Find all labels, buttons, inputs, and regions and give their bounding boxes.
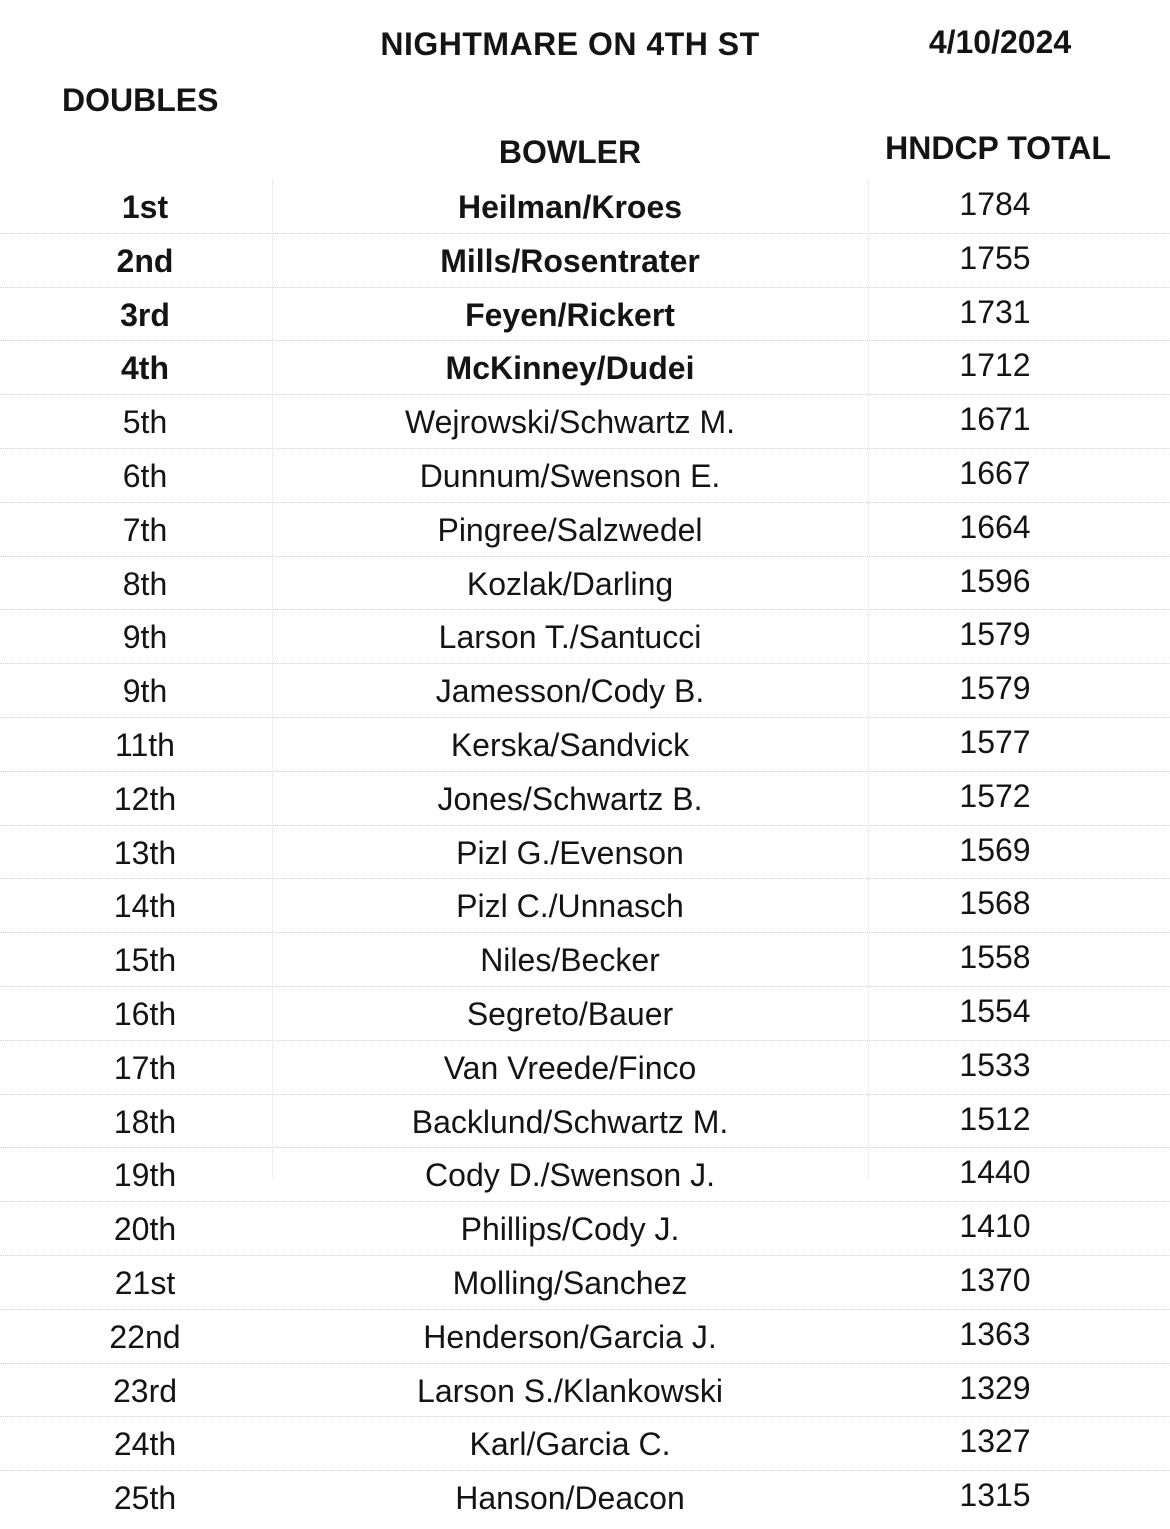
table-row <box>0 1041 1170 1095</box>
bowler-cell: Pizl G./Evenson <box>456 834 684 871</box>
hndcp-total-cell: 1329 <box>959 1369 1031 1406</box>
hndcp-total-cell: 1731 <box>959 293 1031 330</box>
place-cell: 11th <box>115 726 175 763</box>
place-cell: 16th <box>113 995 177 1032</box>
table-row <box>0 1471 1170 1525</box>
table-row <box>0 180 1170 234</box>
bowler-cell: Dunnum/Swenson E. <box>419 457 721 494</box>
bowler-cell: Kerska/Sandvick <box>450 726 690 763</box>
bowler-cell: Pingree/Salzwedel <box>437 511 703 548</box>
hndcp-total-cell: 1327 <box>959 1423 1031 1460</box>
hndcp-total-cell: 1554 <box>959 992 1031 1029</box>
bowler-cell: Henderson/Garcia J. <box>423 1318 717 1355</box>
table-row <box>0 395 1170 449</box>
column-header-bowler: BOWLER <box>498 134 642 170</box>
hndcp-total-cell: 1568 <box>959 885 1031 922</box>
bowler-cell: Molling/Sanchez <box>452 1264 688 1301</box>
hndcp-total-cell: 1579 <box>959 670 1031 707</box>
column-header-hndcp-total: HNDCP TOTAL <box>885 130 1111 166</box>
table-row <box>0 987 1170 1041</box>
place-cell: 1st <box>121 189 169 225</box>
hndcp-total-cell: 1363 <box>959 1315 1031 1352</box>
place-cell: 18th <box>113 1103 177 1140</box>
hndcp-total-cell: 1370 <box>959 1261 1031 1298</box>
place-cell: 8th <box>122 565 168 602</box>
hndcp-total-cell: 1579 <box>959 616 1031 653</box>
hndcp-total-cell: 1569 <box>959 831 1031 868</box>
standings-table <box>0 180 1170 1525</box>
table-row <box>0 1310 1170 1364</box>
bowler-cell: Kozlak/Darling <box>466 565 674 602</box>
bowler-cell: Pizl C./Unnasch <box>456 888 684 925</box>
table-row <box>0 879 1170 933</box>
bowler-cell: Cody D./Swenson J. <box>425 1157 715 1194</box>
place-cell: 24th <box>113 1426 177 1463</box>
bowler-cell: Hanson/Deacon <box>455 1480 685 1517</box>
bowler-cell: Segreto/Bauer <box>466 995 674 1032</box>
table-row <box>0 1148 1170 1202</box>
place-cell: 19th <box>113 1157 177 1194</box>
bowler-cell: Feyen/Rickert <box>465 296 675 333</box>
place-cell: 25th <box>113 1480 177 1517</box>
event-date: 4/10/2024 <box>928 24 1072 60</box>
place-cell: 7th <box>122 511 168 548</box>
place-cell: 20th <box>113 1211 177 1248</box>
table-row <box>0 288 1170 342</box>
place-cell: 15th <box>113 942 177 979</box>
bowler-cell: Backlund/Schwartz M. <box>411 1103 729 1140</box>
page-title: NIGHTMARE ON 4TH ST <box>380 26 760 62</box>
hndcp-total-cell: 1577 <box>959 723 1031 760</box>
table-row <box>0 772 1170 826</box>
hndcp-total-cell: 1558 <box>959 939 1031 976</box>
table-row <box>0 1202 1170 1256</box>
bowler-cell: Jamesson/Cody B. <box>435 673 705 710</box>
bowler-cell: Mills/Rosentrater <box>440 242 700 279</box>
table-row <box>0 718 1170 772</box>
hndcp-total-cell: 1596 <box>959 562 1031 599</box>
bowler-cell: Niles/Becker <box>480 942 660 979</box>
bowler-cell: Larson S./Klankowski <box>417 1372 723 1409</box>
place-cell: 13th <box>113 834 177 871</box>
place-cell: 9th <box>122 673 168 710</box>
table-row <box>0 1417 1170 1471</box>
table-row <box>0 933 1170 987</box>
table-row <box>0 610 1170 664</box>
hndcp-total-cell: 1315 <box>959 1477 1031 1514</box>
bowler-cell: Heilman/Kroes <box>457 189 683 225</box>
table-row <box>0 557 1170 611</box>
place-cell: 22nd <box>109 1318 181 1355</box>
hndcp-total-cell: 1410 <box>959 1208 1031 1245</box>
hndcp-total-cell: 1784 <box>959 186 1031 222</box>
hndcp-total-cell: 1664 <box>959 508 1031 545</box>
table-row <box>0 1364 1170 1418</box>
bowler-cell: Larson T./Santucci <box>438 619 702 656</box>
place-cell: 12th <box>113 780 177 817</box>
bowler-cell: Phillips/Cody J. <box>460 1211 680 1248</box>
bowler-cell: Jones/Schwartz B. <box>437 780 703 817</box>
bowler-cell: McKinney/Dudei <box>445 350 695 387</box>
hndcp-total-cell: 1712 <box>959 347 1031 384</box>
table-row <box>0 664 1170 718</box>
place-cell: 21st <box>114 1264 176 1301</box>
place-cell: 17th <box>113 1049 177 1086</box>
place-cell: 4th <box>121 350 169 387</box>
hndcp-total-cell: 1667 <box>959 454 1031 491</box>
place-cell: 23rd <box>112 1372 178 1409</box>
bowler-cell: Wejrowski/Schwartz M. <box>404 404 736 441</box>
place-cell: 5th <box>122 404 168 441</box>
place-cell: 2nd <box>116 242 174 279</box>
table-row <box>0 826 1170 880</box>
table-row <box>0 234 1170 288</box>
table-row <box>0 1095 1170 1149</box>
table-row <box>0 503 1170 557</box>
hndcp-total-cell: 1671 <box>959 401 1031 438</box>
hndcp-total-cell: 1512 <box>959 1100 1031 1137</box>
hndcp-total-cell: 1755 <box>959 239 1031 276</box>
bowler-cell: Van Vreede/Finco <box>443 1049 697 1086</box>
table-row <box>0 1256 1170 1310</box>
place-cell: 6th <box>122 457 168 494</box>
table-row <box>0 341 1170 395</box>
hndcp-total-cell: 1572 <box>959 777 1031 814</box>
section-heading: DOUBLES <box>62 82 219 118</box>
place-cell: 3rd <box>120 296 170 333</box>
place-cell: 14th <box>113 888 177 925</box>
table-row <box>0 449 1170 503</box>
place-cell: 9th <box>122 619 168 656</box>
hndcp-total-cell: 1533 <box>959 1046 1031 1083</box>
hndcp-total-cell: 1440 <box>959 1154 1031 1191</box>
bowler-cell: Karl/Garcia C. <box>469 1426 671 1463</box>
